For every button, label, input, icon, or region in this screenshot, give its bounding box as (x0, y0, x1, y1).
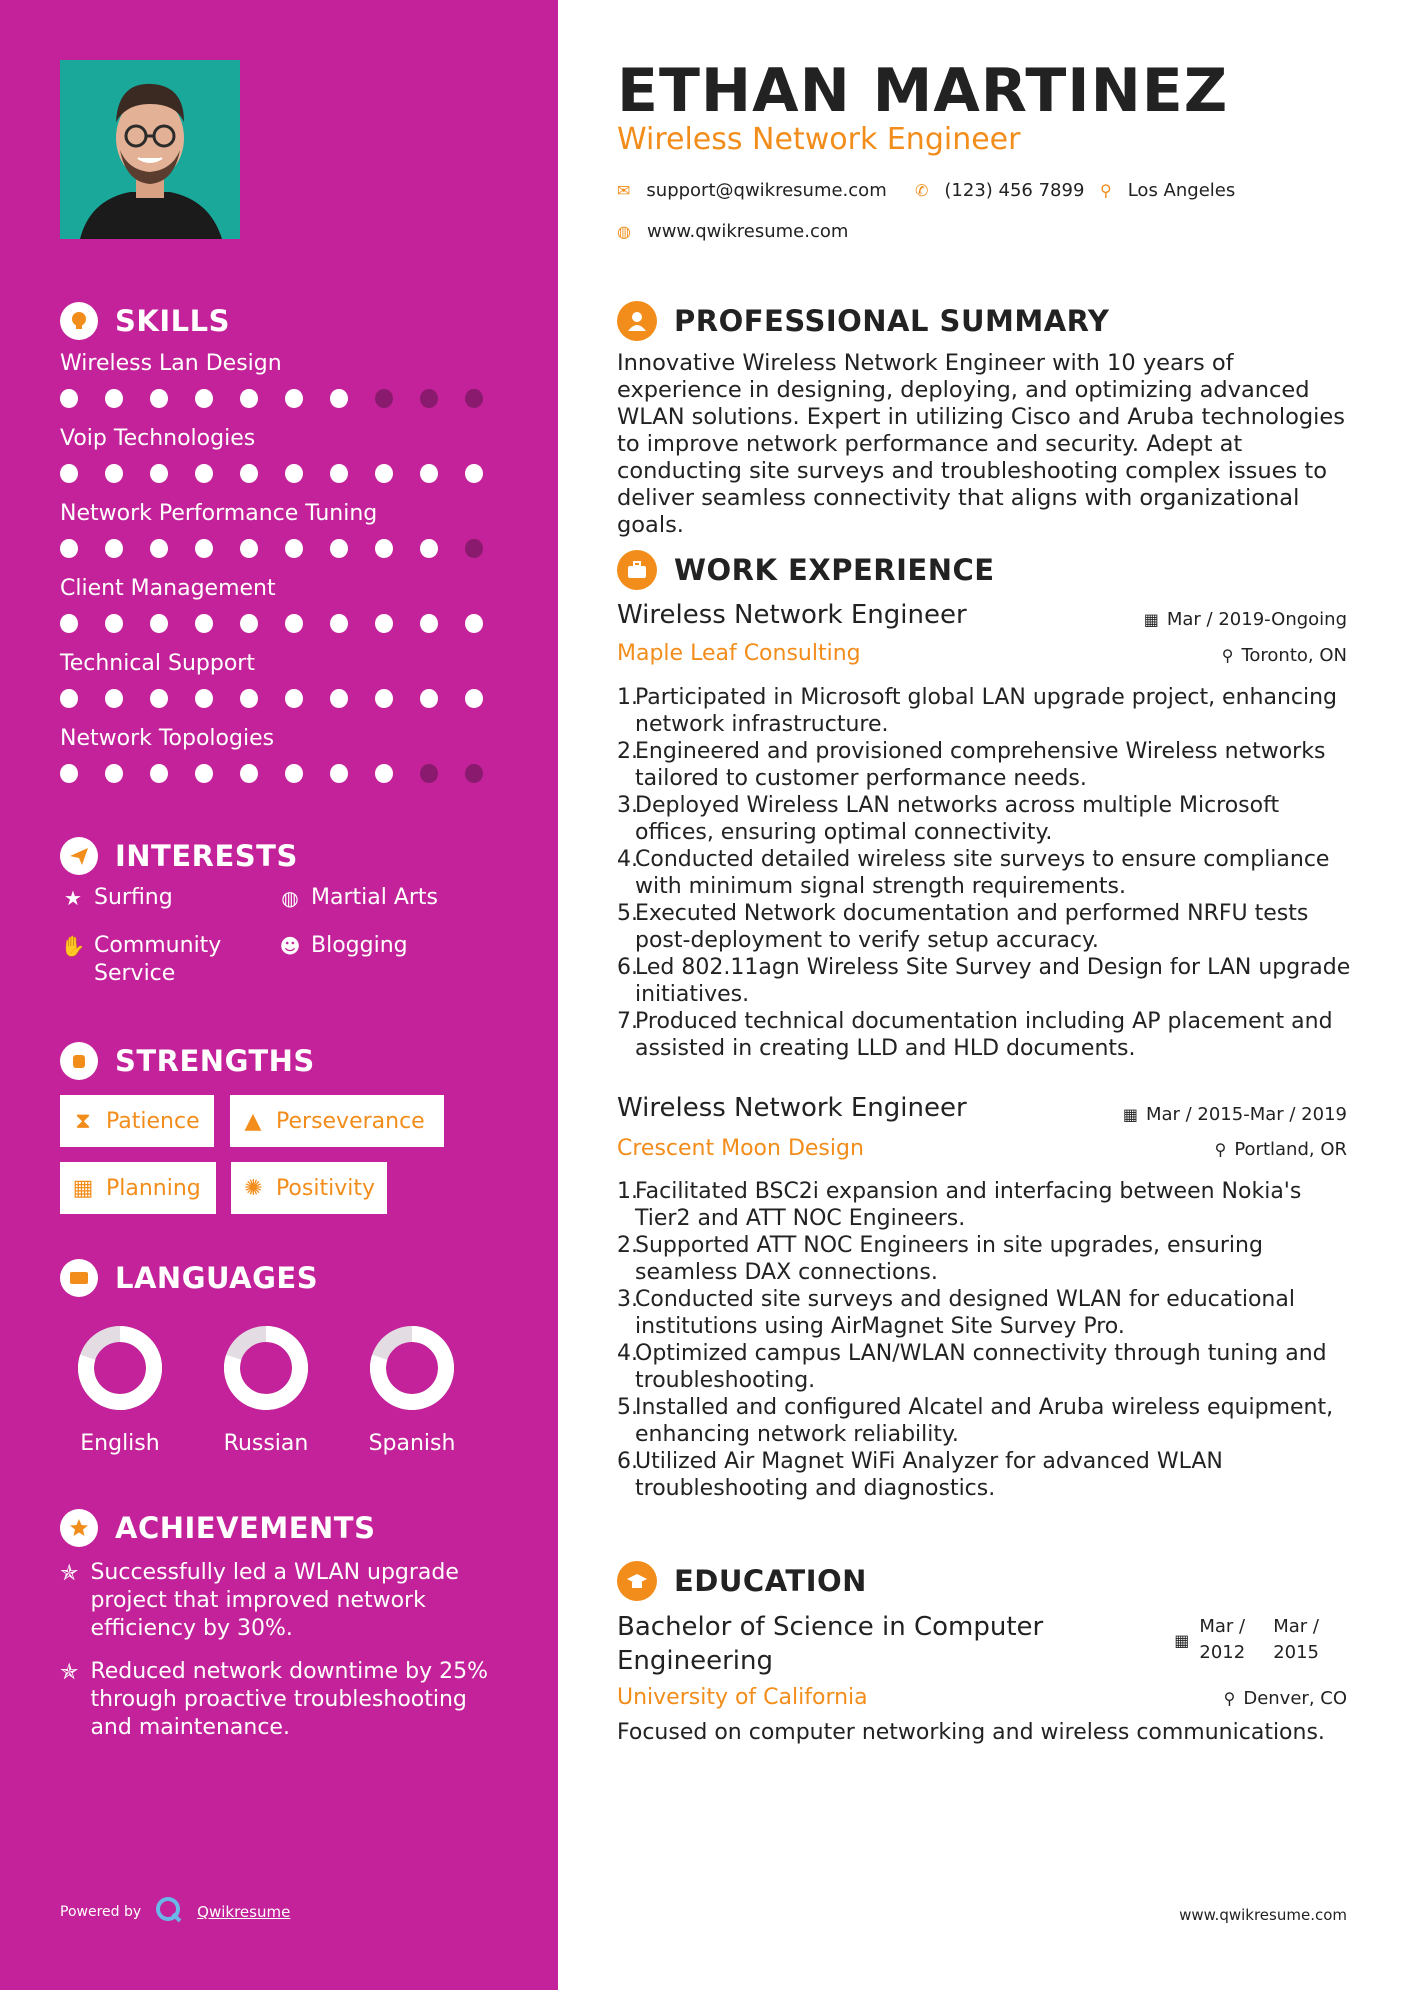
calendar-icon: ▦ (1143, 610, 1159, 629)
bullet-text: Participated in Microsoft global LAN upgrade project, enhancing network infrastructure. (635, 685, 1338, 737)
interest-label: Surfing (94, 885, 173, 910)
rating-dot (60, 539, 78, 558)
skill-name: Voip Technologies (60, 426, 256, 451)
rating-dot (330, 464, 348, 483)
road-icon: ▲ (244, 1108, 262, 1134)
qwikresume-logo-icon (155, 1896, 183, 1928)
globe-icon: ◍ (281, 886, 299, 910)
start-month: Mar / (1199, 1616, 1246, 1637)
rating-dot (105, 464, 123, 483)
rating-dot (375, 389, 393, 408)
powered-by (60, 1896, 290, 1928)
sidebar (0, 0, 558, 1990)
language-name: Russian (223, 1431, 309, 1456)
website-text: www.qwikresume.com (646, 221, 849, 242)
bullet-number: 3. (617, 1287, 638, 1312)
education-description: Focused on computer networking and wireless communications. (617, 1720, 1325, 1745)
interest-label: Community Service (94, 933, 222, 986)
rating-dot (375, 764, 393, 783)
job-company: Maple Leaf Consulting (617, 641, 861, 666)
education-end (1273, 1614, 1319, 1666)
summary-text: Innovative Wireless Network Engineer with 10 years of experience in designing, deploying, and optimizing advanced WLAN solutions. Expert in utilizing Cisco and Aruba technologies to improve network performance and security. Adept at conducting site surveys and troubleshooting complex issues to deliver seamless connectivity that aligns with organizational goals. (617, 350, 1345, 538)
achievements-heading (60, 1509, 375, 1547)
rating-dot (465, 464, 483, 483)
phone-icon: ✆ (915, 181, 929, 200)
skill-rating (60, 614, 510, 633)
rating-dot (285, 389, 303, 408)
contact-email[interactable] (617, 180, 887, 201)
graduation-cap-icon (617, 1561, 657, 1601)
rating-dot (60, 689, 78, 708)
rating-dot (60, 764, 78, 783)
rating-dot (60, 389, 78, 408)
rating-dot (195, 689, 213, 708)
skill-item (60, 426, 510, 483)
languages-title: LANGUAGES (115, 1261, 319, 1295)
interest-item-community-service (60, 932, 250, 988)
job-bullets (617, 1178, 1352, 1502)
job-bullet (617, 954, 1352, 1008)
contact-website[interactable] (617, 221, 848, 242)
bullet-number: 2. (617, 739, 638, 764)
user-icon (617, 301, 657, 341)
languages-heading (60, 1259, 318, 1297)
bullet-text: Supported ATT NOC Engineers in site upgrades, ensuring seamless DAX connections. (635, 1233, 1263, 1285)
shooting-star-icon: ✯ (60, 1561, 79, 1586)
job-bullet (617, 738, 1352, 792)
rating-dot (240, 464, 258, 483)
strengths-heading (60, 1042, 315, 1080)
rating-dot (105, 389, 123, 408)
rating-dot (285, 539, 303, 558)
summary-heading (617, 301, 1109, 341)
rating-dot (240, 389, 258, 408)
rating-dot (330, 389, 348, 408)
rating-dot (105, 614, 123, 633)
bullet-number: 6. (617, 955, 638, 980)
bullet-number: 6. (617, 1449, 638, 1474)
achievement-item (60, 1658, 510, 1742)
skill-item (60, 651, 510, 708)
interest-label: Martial Arts (311, 885, 439, 910)
rating-dot (150, 539, 168, 558)
calendar-icon: ▦ (72, 1175, 94, 1201)
sun-icon: ✺ (244, 1175, 263, 1201)
language-item (357, 1325, 467, 1456)
contact-location (1100, 180, 1235, 201)
bullet-number: 4. (617, 1341, 638, 1366)
job-bullet (617, 792, 1352, 846)
bullet-text: Deployed Wireless LAN networks across multiple Microsoft offices, ensuring optimal connectivity. (635, 793, 1280, 845)
pin-icon: ⚲ (1223, 1689, 1236, 1708)
degree-line-2: Engineering (617, 1646, 773, 1676)
skill-name: Technical Support (60, 651, 255, 676)
job-bullet (617, 900, 1352, 954)
envelope-icon: ✉ (617, 181, 631, 200)
email-text: support@qwikresume.com (646, 180, 887, 201)
education-start (1199, 1614, 1245, 1666)
users-icon: ☻ (279, 934, 301, 958)
language-icon (60, 1259, 98, 1297)
education-degree (617, 1610, 1087, 1678)
skill-item (60, 501, 510, 558)
bullet-number: 5. (617, 1395, 638, 1420)
job-location (1222, 645, 1347, 666)
skill-rating (60, 464, 510, 483)
location-text: Los Angeles (1127, 180, 1236, 201)
education-heading (617, 1561, 867, 1601)
language-ring (223, 1325, 309, 1411)
skill-rating (60, 539, 510, 558)
achievements-title: ACHIEVEMENTS (115, 1511, 376, 1545)
language-item (65, 1325, 175, 1456)
rating-dot (330, 689, 348, 708)
skill-name: Client Management (60, 576, 276, 601)
job-bullet (617, 1340, 1352, 1394)
summary-title: PROFESSIONAL SUMMARY (674, 304, 1110, 338)
rating-dot (330, 614, 348, 633)
bullet-text: Utilized Air Magnet WiFi Analyzer for advanced WLAN troubleshooting and diagnostics. (635, 1449, 1223, 1501)
education-school: University of California (617, 1685, 868, 1710)
rating-dot (420, 764, 438, 783)
education-location (1224, 1688, 1347, 1709)
education-location-text: Denver, CO (1243, 1688, 1347, 1709)
rating-dot (420, 464, 438, 483)
language-name: English (80, 1431, 160, 1456)
strength-label: Planning (106, 1175, 201, 1201)
rating-dot (285, 764, 303, 783)
bullet-number: 7. (617, 1009, 638, 1034)
job-bullet (617, 1448, 1352, 1502)
language-ring (369, 1325, 455, 1411)
hourglass-icon: ⧗ (75, 1108, 91, 1134)
job-dates (1123, 1104, 1347, 1125)
achievement-text: Reduced network downtime by 25% through proactive troubleshooting and maintenance. (90, 1659, 489, 1740)
rating-dot (150, 614, 168, 633)
bullet-text: Led 802.11agn Wireless Site Survey and Design for LAN upgrade initiatives. (635, 955, 1351, 1007)
candidate-role: Wireless Network Engineer (617, 122, 1021, 157)
rating-dot (240, 539, 258, 558)
bullet-number: 1. (617, 1179, 638, 1204)
rating-dot (60, 614, 78, 633)
achievement-item (60, 1559, 510, 1643)
rating-dot (195, 464, 213, 483)
bullet-number: 2. (617, 1233, 638, 1258)
globe-icon: ◍ (617, 222, 631, 241)
rating-dot (330, 764, 348, 783)
footer-url[interactable]: www.qwikresume.com (1179, 1906, 1347, 1924)
language-name: Spanish (368, 1431, 456, 1456)
interest-item-blogging (277, 932, 408, 960)
degree-line-1: Bachelor of Science in Computer (617, 1612, 1044, 1642)
pin-icon: ⚲ (1221, 646, 1234, 665)
job-location-text: Portland, OR (1234, 1139, 1347, 1160)
start-year: 2012 (1199, 1642, 1246, 1663)
bullet-text: Conducted detailed wireless site surveys to ensure compliance with minimum signal strength requirements. (635, 847, 1330, 899)
bullet-text: Facilitated BSC2i expansion and interfacing between Nokia's Tier2 and ATT NOC Engineers. (635, 1179, 1302, 1231)
rating-dot (375, 539, 393, 558)
education-title: EDUCATION (674, 1564, 867, 1598)
rating-dot (285, 689, 303, 708)
rating-dot (150, 689, 168, 708)
experience-title: WORK EXPERIENCE (674, 553, 995, 587)
phone-text: (123) 456 7899 (944, 180, 1085, 201)
rating-dot (105, 539, 123, 558)
job-dates (1144, 609, 1347, 630)
paper-plane-icon (60, 837, 98, 875)
achievement-text: Successfully led a WLAN upgrade project that improved network efficiency by 30%. (90, 1560, 459, 1641)
rating-dot (420, 614, 438, 633)
skills-heading (60, 302, 230, 340)
trophy-icon (60, 1509, 98, 1547)
rating-dot (420, 539, 438, 558)
strength-label: Perseverance (276, 1108, 425, 1134)
strength-badge-patience (60, 1095, 214, 1147)
bullet-text: Optimized campus LAN/WLAN connectivity through tuning and troubleshooting. (635, 1341, 1327, 1393)
rating-dot (150, 464, 168, 483)
rating-dot (60, 464, 78, 483)
rating-dot (465, 764, 483, 783)
briefcase-icon (617, 550, 657, 590)
rating-dot (105, 764, 123, 783)
job-bullet (617, 846, 1352, 900)
strength-badge-positivity (231, 1162, 387, 1214)
education-dates (1174, 1614, 1347, 1666)
job-bullets (617, 684, 1352, 1062)
rating-dot (375, 614, 393, 633)
interest-item-surfing (60, 884, 173, 912)
interests-heading (60, 837, 298, 875)
strength-badge-perseverance (230, 1095, 444, 1147)
main-content (617, 0, 1351, 1990)
qwikresume-link[interactable]: Qwikresume (197, 1903, 291, 1921)
pin-icon: ⚲ (1214, 1140, 1227, 1159)
skill-rating (60, 764, 510, 783)
rating-dot (195, 764, 213, 783)
rating-dot (465, 614, 483, 633)
skills-title: SKILLS (115, 304, 230, 338)
rating-dot (105, 689, 123, 708)
skill-item (60, 351, 510, 408)
bullet-number: 4. (617, 847, 638, 872)
rating-dot (420, 689, 438, 708)
skill-rating (60, 689, 510, 708)
skill-name: Network Topologies (60, 726, 275, 751)
job-bullet (617, 684, 1352, 738)
skill-rating (60, 389, 510, 408)
rating-dot (240, 764, 258, 783)
rating-dot (150, 764, 168, 783)
bullet-text: Executed Network documentation and performed NRFU tests post-deployment to verify setup accuracy. (635, 901, 1309, 953)
job-bullet (617, 1286, 1352, 1340)
contact-phone[interactable] (915, 180, 1084, 201)
job-dates-text: Mar / 2019-Ongoing (1166, 609, 1347, 630)
interests-title: INTERESTS (115, 839, 298, 873)
interest-label: Blogging (311, 933, 408, 958)
end-month: Mar / (1273, 1616, 1319, 1637)
interest-item-martial-arts (277, 884, 438, 912)
rating-dot (240, 614, 258, 633)
job-company: Crescent Moon Design (617, 1136, 864, 1161)
job-bullet (617, 1232, 1352, 1286)
rating-dot (465, 389, 483, 408)
skill-item (60, 726, 510, 783)
bullet-text: Conducted site surveys and designed WLAN for educational institutions using AirMagnet Site Survey Pro. (635, 1287, 1295, 1339)
job-title: Wireless Network Engineer (617, 1093, 967, 1123)
job-bullet (617, 1394, 1352, 1448)
rating-dot (240, 689, 258, 708)
job-dates-text: Mar / 2015-Mar / 2019 (1145, 1104, 1347, 1125)
bullet-text: Installed and configured Alcatel and Aruba wireless equipment, enhancing network reliability. (635, 1395, 1334, 1447)
strengths-title: STRENGTHS (115, 1044, 315, 1078)
map-marker-icon: ⚲ (1100, 181, 1112, 200)
bullet-text: Engineered and provisioned comprehensive Wireless networks tailored to customer performance needs. (635, 739, 1326, 791)
star-icon: ★ (64, 886, 82, 910)
strength-badge-planning (60, 1162, 216, 1214)
experience-heading (617, 550, 995, 590)
rating-dot (465, 539, 483, 558)
job-location-text: Toronto, ON (1241, 645, 1347, 666)
language-ring (77, 1325, 163, 1411)
job-bullet (617, 1178, 1352, 1232)
fist-icon (60, 1042, 98, 1080)
language-item (211, 1325, 321, 1456)
candidate-name: ETHAN MARTINEZ (617, 56, 1229, 126)
powered-by-label: Powered by (60, 1904, 142, 1920)
rating-dot (285, 464, 303, 483)
calendar-icon: ▦ (1174, 1630, 1190, 1650)
rating-dot (195, 389, 213, 408)
skill-item (60, 576, 510, 633)
rating-dot (150, 389, 168, 408)
strength-label: Positivity (275, 1175, 375, 1201)
end-year: 2015 (1273, 1642, 1319, 1663)
calendar-icon: ▦ (1122, 1105, 1138, 1124)
rating-dot (420, 389, 438, 408)
rating-dot (195, 614, 213, 633)
job-title: Wireless Network Engineer (617, 600, 967, 630)
shooting-star-icon: ✯ (60, 1660, 79, 1685)
rating-dot (465, 689, 483, 708)
rating-dot (375, 464, 393, 483)
rating-dot (375, 689, 393, 708)
skill-name: Wireless Lan Design (60, 351, 282, 376)
job-bullet (617, 1008, 1352, 1062)
lightbulb-icon (60, 302, 98, 340)
job-location (1215, 1139, 1347, 1160)
rating-dot (330, 539, 348, 558)
bullet-number: 3. (617, 793, 638, 818)
bullet-number: 5. (617, 901, 638, 926)
rating-dot (285, 614, 303, 633)
rating-dot (195, 539, 213, 558)
bullet-number: 1. (617, 685, 638, 710)
bullet-text: Produced technical documentation including AP placement and assisted in creating LLD and HLD documents. (635, 1009, 1333, 1061)
skill-name: Network Performance Tuning (60, 501, 378, 526)
hand-icon: ✋ (60, 934, 86, 958)
profile-photo (60, 60, 240, 239)
strength-label: Patience (106, 1108, 200, 1134)
